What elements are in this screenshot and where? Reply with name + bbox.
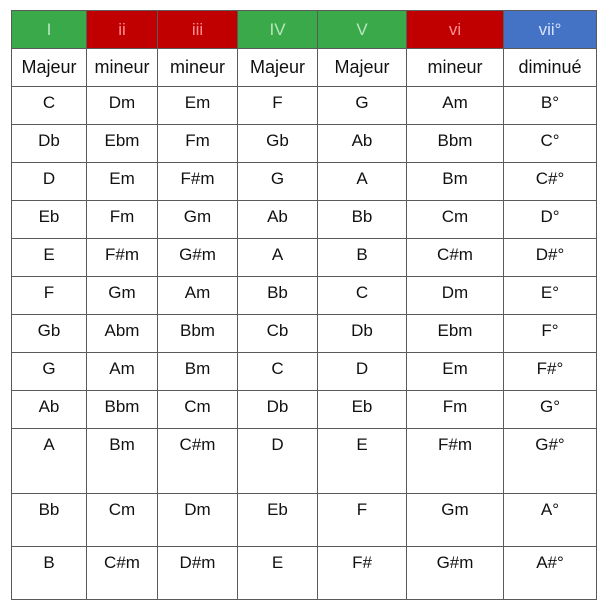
chord-cell xyxy=(504,315,597,353)
chord-cell xyxy=(504,163,597,201)
chord-label: Eb xyxy=(351,397,373,416)
degree-header-IV: IV xyxy=(238,11,318,49)
chord-cell xyxy=(158,87,238,125)
chord-label: G xyxy=(355,93,369,112)
chord-label: B xyxy=(356,245,368,264)
chord-label: D xyxy=(42,169,56,188)
chord-cell xyxy=(318,277,407,315)
chord-cell xyxy=(12,315,87,353)
chord-label: D° xyxy=(540,207,560,226)
chord-label: D xyxy=(271,435,284,454)
chord-row xyxy=(12,547,597,600)
chord-cell xyxy=(87,277,158,315)
chord-cell xyxy=(12,87,87,125)
chord-cell xyxy=(407,547,504,600)
chord-label: Fm xyxy=(185,131,210,150)
quality-cell: Majeur xyxy=(238,49,318,87)
chord-label: G° xyxy=(539,397,561,416)
chord-label: Cm xyxy=(108,500,136,519)
chord-cell xyxy=(12,547,87,600)
chord-row xyxy=(12,429,597,494)
chord-cell xyxy=(407,239,504,277)
chord-label: Dm xyxy=(441,283,469,302)
chord-cell xyxy=(504,239,597,277)
chord-cell xyxy=(87,429,158,494)
chord-cell xyxy=(12,391,87,429)
chord-label: Cm xyxy=(184,397,211,416)
chord-cell xyxy=(238,315,318,353)
chord-row xyxy=(12,201,597,239)
chord-label: G#m xyxy=(436,553,474,572)
chord-label: Bb xyxy=(38,500,60,519)
chord-cell xyxy=(504,87,597,125)
chord-cell xyxy=(504,125,597,163)
chord-cell xyxy=(407,353,504,391)
chord-cell xyxy=(318,239,407,277)
chord-label: Ebm xyxy=(104,131,140,150)
chord-cell xyxy=(318,87,407,125)
chord-cell xyxy=(407,163,504,201)
chord-cell xyxy=(12,429,87,494)
chord-label: C#m xyxy=(437,245,473,264)
chord-label: F#m xyxy=(438,435,472,454)
chord-cell xyxy=(87,201,158,239)
chord-label: C xyxy=(271,359,284,378)
chord-label: Dm xyxy=(108,93,136,112)
chord-cell xyxy=(238,353,318,391)
chord-cell xyxy=(318,494,407,547)
chord-row xyxy=(12,163,597,201)
chord-cell xyxy=(12,201,87,239)
chord-cell xyxy=(158,125,238,163)
chord-cell xyxy=(158,277,238,315)
chord-label: Am xyxy=(442,93,468,112)
chord-label: Em xyxy=(109,169,135,188)
chord-cell xyxy=(407,315,504,353)
chord-label: G xyxy=(270,169,285,188)
chord-label: Bbm xyxy=(104,397,140,416)
chord-label: Bbm xyxy=(180,321,215,340)
degree-header-V: V xyxy=(318,11,407,49)
chord-cell xyxy=(504,494,597,547)
chord-label: Gb xyxy=(266,131,289,150)
chord-cell xyxy=(318,201,407,239)
chord-label: Bm xyxy=(442,169,468,188)
chord-label: B° xyxy=(540,93,560,112)
chord-label: E xyxy=(271,553,284,572)
quality-cell: Majeur xyxy=(12,49,87,87)
chord-label: E° xyxy=(540,283,560,302)
degree-header-iii: iii xyxy=(158,11,238,49)
chord-cell xyxy=(87,315,158,353)
chord-label: A xyxy=(271,245,284,264)
chord-cell xyxy=(407,125,504,163)
chord-cell xyxy=(238,391,318,429)
chord-rows xyxy=(12,87,597,600)
chord-label: D#m xyxy=(179,553,216,572)
quality-cell: mineur xyxy=(87,49,158,87)
chord-cell xyxy=(158,494,238,547)
chord-label: Cb xyxy=(266,321,289,340)
chord-label: Dm xyxy=(184,500,211,519)
chord-label: Bm xyxy=(109,435,135,454)
chord-label: Eb xyxy=(267,500,288,519)
chord-label: Eb xyxy=(38,207,60,226)
chord-cell xyxy=(504,547,597,600)
chord-label: E xyxy=(356,435,368,454)
chord-cell xyxy=(504,429,597,494)
chord-cell xyxy=(158,547,238,600)
chord-cell xyxy=(87,353,158,391)
chord-cell xyxy=(158,353,238,391)
chord-label: F° xyxy=(541,321,559,340)
chord-label: C#m xyxy=(179,435,216,454)
chord-cell xyxy=(238,87,318,125)
chord-label: F xyxy=(356,500,368,519)
chord-cell xyxy=(158,391,238,429)
chord-label: Gm xyxy=(183,207,212,226)
chord-cell xyxy=(158,239,238,277)
chord-label: Bbm xyxy=(437,131,473,150)
chord-cell xyxy=(407,87,504,125)
chord-cell xyxy=(504,391,597,429)
chord-cell xyxy=(407,391,504,429)
quality-row xyxy=(12,49,597,87)
chord-row xyxy=(12,277,597,315)
chord-cell xyxy=(87,547,158,600)
chord-cell xyxy=(87,494,158,547)
chord-row xyxy=(12,315,597,353)
chord-label: Bm xyxy=(184,359,211,378)
chord-cell xyxy=(158,315,238,353)
chord-cell xyxy=(238,494,318,547)
chord-cell xyxy=(12,239,87,277)
chord-cell xyxy=(407,429,504,494)
chord-label: C xyxy=(42,93,56,112)
chord-cell xyxy=(407,494,504,547)
chord-label: Ab xyxy=(351,131,373,150)
chord-label: D#° xyxy=(535,245,565,264)
chord-cell xyxy=(238,201,318,239)
chord-label: F xyxy=(43,283,55,302)
chord-cell xyxy=(158,163,238,201)
quality-cell: Majeur xyxy=(318,49,407,87)
chord-label: Gm xyxy=(441,500,469,519)
chord-label: A xyxy=(43,435,55,454)
chord-cell xyxy=(238,239,318,277)
chord-label: C xyxy=(355,283,369,302)
chord-label: F# xyxy=(352,553,372,572)
chord-label: Bb xyxy=(351,207,373,226)
chord-label: Db xyxy=(38,131,60,150)
chord-cell xyxy=(318,391,407,429)
chord-row xyxy=(12,239,597,277)
chord-label: Am xyxy=(184,283,211,302)
chord-label: Ab xyxy=(267,207,288,226)
chord-row xyxy=(12,125,597,163)
chord-cell xyxy=(238,277,318,315)
degree-header-vi: vi xyxy=(407,11,504,49)
chord-cell xyxy=(504,201,597,239)
chord-label: D xyxy=(355,359,369,378)
chord-label: G#° xyxy=(535,435,565,454)
chord-table xyxy=(11,10,597,600)
chord-label: Fm xyxy=(109,207,135,226)
chord-cell xyxy=(318,163,407,201)
chord-label: C#m xyxy=(104,553,140,572)
chord-cell xyxy=(12,494,87,547)
chord-label: F#m xyxy=(105,245,139,264)
chord-label: B xyxy=(43,553,55,572)
chord-table-wrapper xyxy=(11,10,597,600)
chord-label: Db xyxy=(266,397,289,416)
quality-cell: mineur xyxy=(407,49,504,87)
degree-header-vii: vii° xyxy=(504,11,597,49)
chord-label: F#° xyxy=(536,359,564,378)
chord-cell xyxy=(87,239,158,277)
chord-cell xyxy=(12,353,87,391)
chord-label: Bb xyxy=(267,283,288,302)
degree-header-row xyxy=(12,11,597,49)
chord-label: G xyxy=(42,359,56,378)
chord-label: C° xyxy=(540,131,560,150)
chord-label: Db xyxy=(351,321,373,340)
chord-cell xyxy=(158,201,238,239)
chord-label: G#m xyxy=(179,245,216,264)
chord-label: Ab xyxy=(38,397,60,416)
quality-cell: mineur xyxy=(158,49,238,87)
chord-label: A° xyxy=(540,500,560,519)
chord-row xyxy=(12,494,597,547)
chord-cell xyxy=(407,277,504,315)
chord-cell xyxy=(318,315,407,353)
chord-cell xyxy=(87,391,158,429)
chord-cell xyxy=(238,125,318,163)
chord-cell xyxy=(87,125,158,163)
chord-label: Em xyxy=(442,359,468,378)
chord-label: F xyxy=(272,93,283,112)
chord-label: Em xyxy=(184,93,211,112)
degree-header-ii: ii xyxy=(87,11,158,49)
chord-label: Cm xyxy=(441,207,469,226)
chord-label: Am xyxy=(109,359,135,378)
chord-cell xyxy=(238,547,318,600)
degree-header-I: I xyxy=(12,11,87,49)
chord-cell xyxy=(12,163,87,201)
chord-cell xyxy=(238,429,318,494)
chord-cell xyxy=(238,163,318,201)
chord-row xyxy=(12,353,597,391)
chord-label: A#° xyxy=(536,553,564,572)
chord-cell xyxy=(504,353,597,391)
chord-cell xyxy=(318,353,407,391)
chord-cell xyxy=(318,125,407,163)
chord-cell xyxy=(318,429,407,494)
chord-label: Gm xyxy=(108,283,136,302)
chord-cell xyxy=(87,163,158,201)
chord-cell xyxy=(504,277,597,315)
quality-cell: diminué xyxy=(504,49,597,87)
chord-row xyxy=(12,391,597,429)
chord-label: E xyxy=(43,245,55,264)
chord-cell xyxy=(12,277,87,315)
chord-label: A xyxy=(356,169,368,188)
chord-label: F#m xyxy=(180,169,215,188)
chord-cell xyxy=(87,87,158,125)
chord-cell xyxy=(158,429,238,494)
chord-label: C#° xyxy=(535,169,565,188)
chord-label: Ebm xyxy=(437,321,473,340)
chord-cell xyxy=(318,547,407,600)
chord-label: Gb xyxy=(37,321,61,340)
chord-label: Fm xyxy=(442,397,468,416)
chord-row xyxy=(12,87,597,125)
chord-cell xyxy=(407,201,504,239)
chord-label: Abm xyxy=(104,321,140,340)
chord-cell xyxy=(12,125,87,163)
